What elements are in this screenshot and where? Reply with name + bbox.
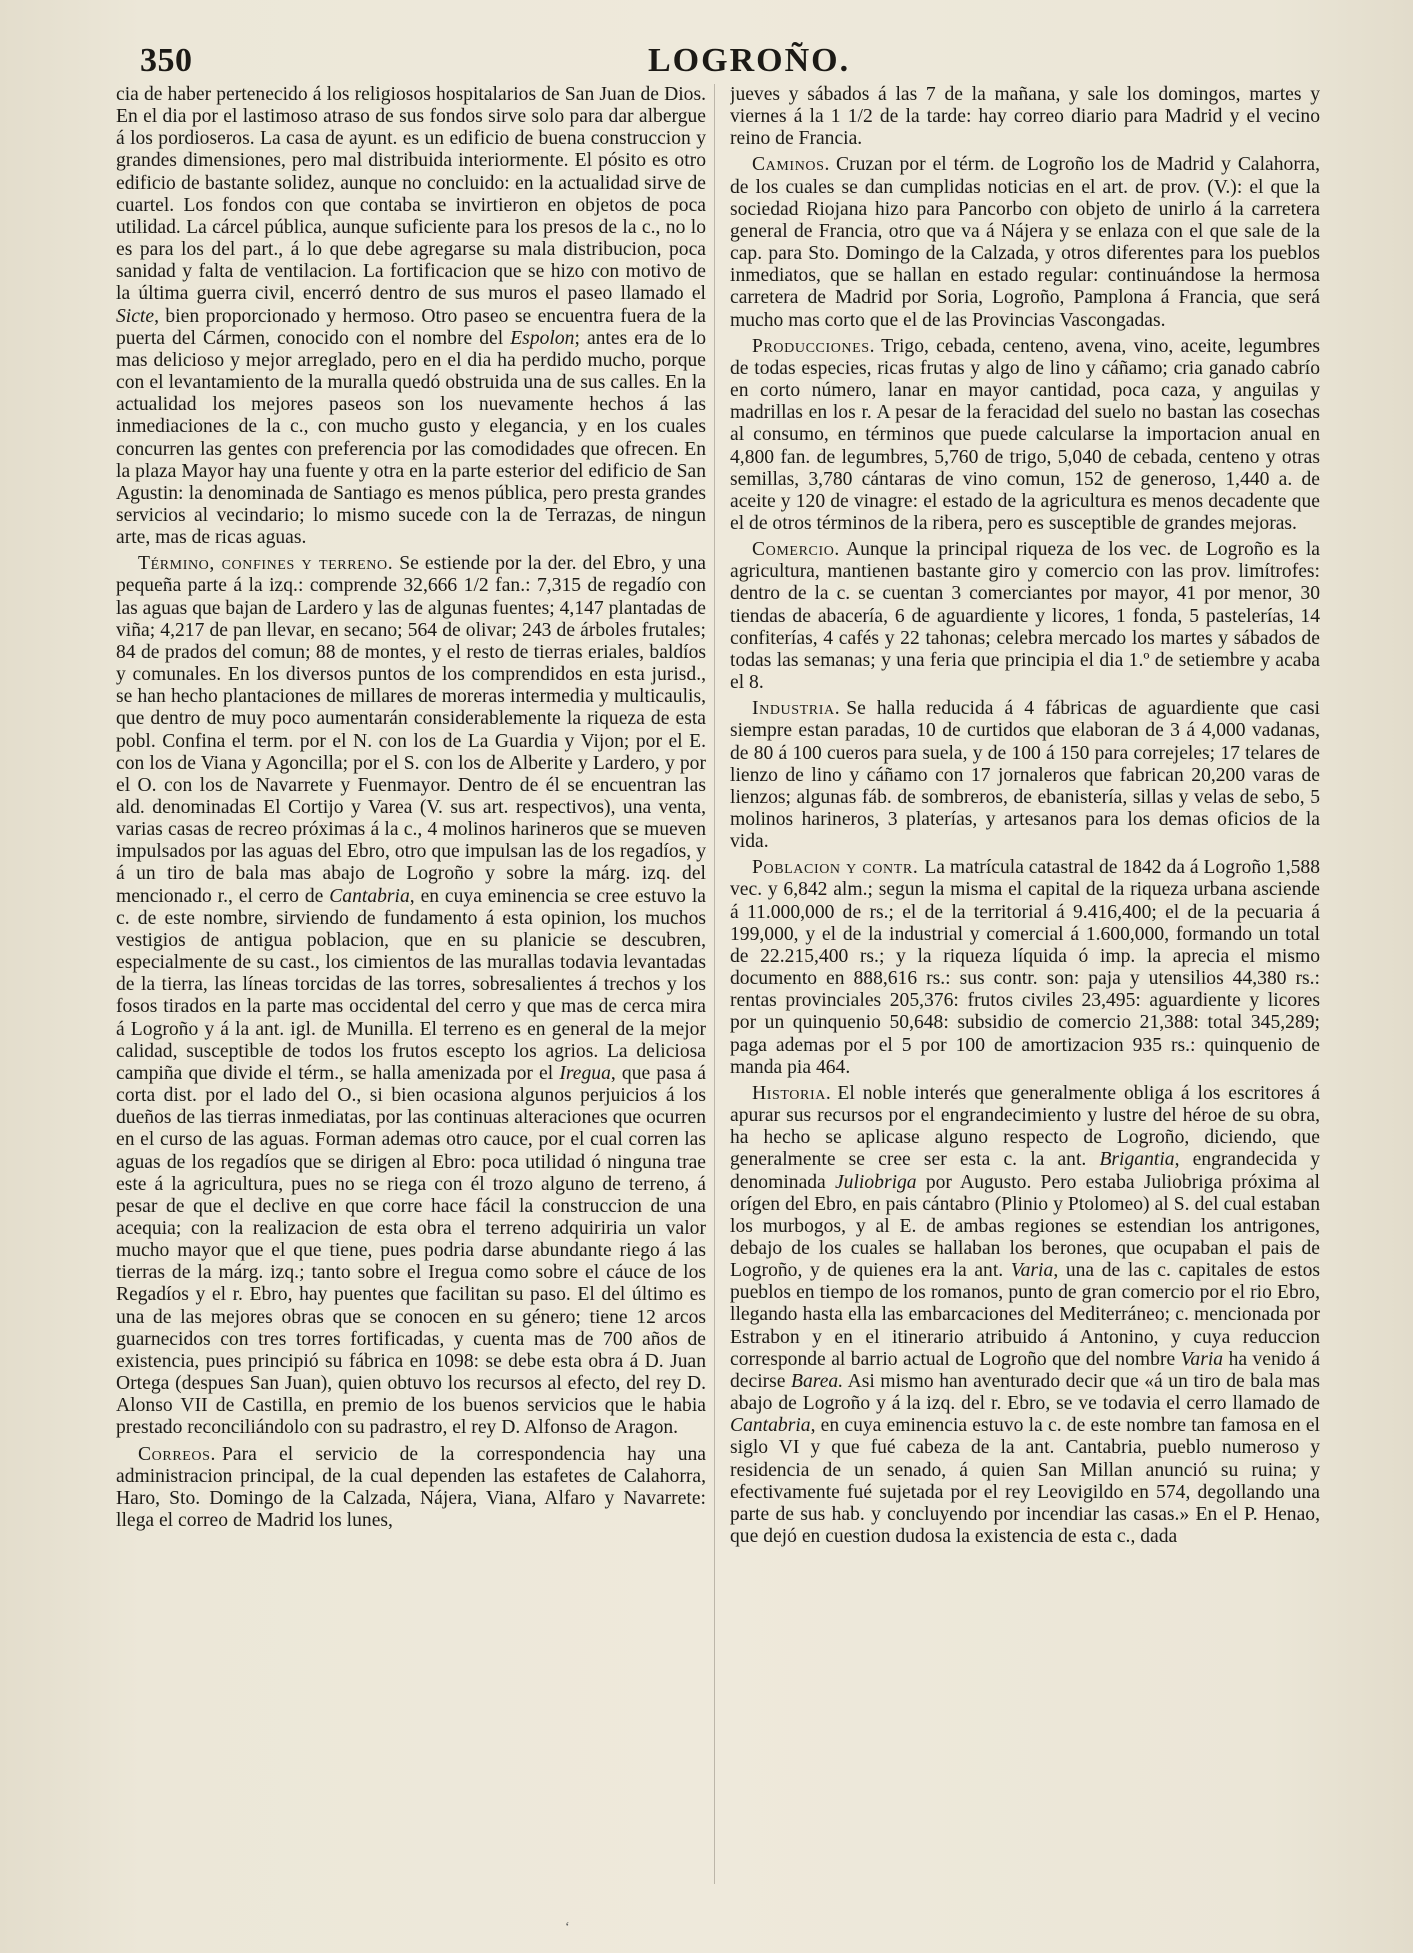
section-heading-termino: Término, confines y terreno. (138, 553, 394, 575)
section-historia: Historia. El noble interés que generalmente obliga á los escritores á apurar sus recursos por el engrandecimiento y lustre del héroe de su obra, ha hecho se aplicase alguno respecto de Logroño, diciendo, que generalmente se cree ser esta c. la ant. Brigantia, engrandecida y denominada Juliobriga por Augusto. Pero estaba Juliobriga próxima al orígen del Ebro, en pais cántabro (Plinio y Ptolomeo) al S. del cual estaban los murbogos, y al E. de ambas regiones se estendian los antrigones, debajo de los cuales se hallaban los berones, que ocupaban el pais de Logroño, y de quienes era la ant. Varia, una de las c. capitales de estos pueblos en tiempo de los romanos, punto de gran comercio por el rio Ebro, llegando hasta ella las embarcaciones del Mediterráneo; c. mencionada por Estrabon y en el itinerario atribuido á Antonino, y cuya reduccion corresponde al barrio actual de Logroño que del nombre Varia ha venido á decirse Barea. Asi mismo han aventurado decir que «á un tiro de bala mas abajo de Logroño y á la izq. del r. Ebro, se ve todavia el cerro llamado de Cantabria, en cuya eminencia estuvo la c. de este nombre tan famosa en el siglo VI y que fué cabeza de la ant. Cantabria, pueblo numeroso y residencia de un senado, á quien San Millan anunció su ruina; y efectivamente fué sujetada por el rey Leovigildo en 574, degollando una parte de sus hab. y concluyendo por incendiar las casas.» En el P. Henao, que dejó en cuestion dudosa la existencia de esta c., dada (730, 1082, 1320, 1547)
section-heading-comercio: Comercio. (752, 539, 840, 561)
section-heading-correos: Correos. (138, 1443, 217, 1465)
section-caminos: Caminos. Cruzan por el térm. de Logroño los de Madrid y Calahorra, de los cuales se dan cumplidas noticias en el art. de prov. (V.): el que la sociedad Riojana hizo para Pancorbo con objeto de unirlo á la carretera general de Francia, otro que va á Nájera y se enlaza con el que sale de la cap. para Sto. Domingo de la Calzada, y otros diferentes para los pueblos inmediatos, que se hallan en estado regular: continuándose la hermosa carretera de Madrid por Soria, Logroño, Pamplona á Francia, que será mucho mas corto que el de las Provincias Vascongadas. (730, 154, 1320, 331)
section-heading-caminos: Caminos. (752, 154, 830, 176)
section-heading-producciones: Producciones. (752, 335, 876, 357)
section-industria: Industria. Se halla reducida á 4 fábricas de aguardiente que casi siempre estan paradas, 10 de curtidos que elaboran de 3 á 4,000 vadanas, de 80 á 100 cueros para suela, y de 100 á 150 para correjeles; 17 telares de lienzo de lino y cáñamo con 17 jornaleros que fabrican 20,200 varas de lienzos; algunas fáb. de sombreros, de ebanistería, sillas y velas de sebo, 5 molinos harineros, 3 platerías, y artesanos para los demas oficios de la vida. (730, 698, 1320, 853)
footer-mark: ‘ (565, 1920, 570, 1935)
section-heading-industria: Industria. (752, 698, 841, 720)
column-divider (714, 84, 715, 1884)
section-correos: Correos. Para el servicio de la correspondencia hay una administracion principal, de la cual dependen las estafetes de Calahorra, Haro, Sto. Domingo de la Calzada, Nájera, Viana, Alfaro y Navarrete: llega el correo de Madrid los lunes, (116, 1443, 706, 1531)
section-heading-historia: Historia. (752, 1082, 832, 1104)
running-title: LOGROÑO. (648, 42, 851, 79)
page-header (108, 38, 1328, 90)
left-column (116, 84, 706, 1914)
section-heading-poblacion: Poblacion y contr. (752, 857, 919, 879)
section-poblacion: Poblacion y contr. La matrícula catastral de 1842 da á Logroño 1,588 vec. y 6,842 alm.; segun la misma el capital de la riqueza urbana asciende á 11.000,000 de rs.; el de la territorial á 9.416,400; el de la pecuaria á 199,000, y el de la industrial y comercial á 1.600,000, formando un total de 22.215,400 rs.; y la riqueza líquida ó imp. la aprecia el mismo documento en 888,616 rs.: sus contr. son: paja y utensilios 44,380 rs.: rentas provinciales 205,376: frutos civiles 23,495: aguardiente y licores por un quinquenio 50,648: subsidio de comercio 21,388: total 345,289; paga ademas por el 5 por 100 de amortizacion 935 rs.: quinquenio de manda pia 464. (730, 857, 1320, 1078)
section-comercio: Comercio. Aunque la principal riqueza de los vec. de Logroño es la agricultura, mantienen bastante giro y comercio con las prov. limítrofes: dentro de la c. se cuentan 3 comerciantes por mayor, 41 por menor, 30 tiendas de abacería, 6 de aguardiente y licores, 1 fonda, 5 pastelerías, 14 confiterías, 4 cafés y 22 tahonas; celebra mercado los martes y sábados de todas las semanas; y una feria que principia el dia 1.º de setiembre y acaba el 8. (730, 539, 1320, 694)
section-termino: Término, confines y terreno. Se estiende por la der. del Ebro, y una pequeña parte á la izq.: comprende 32,666 1/2 fan.: 7,315 de regadío con las aguas que bajan de Lardero y las de algunas fuentes; 4,147 plantadas de viña; 4,217 de pan llevar, en secano; 564 de olivar; 243 de árboles frutales; 84 de prados del comun; 88 de montes, y el resto de tierras eriales, baldíos y comunales. En los diversos puntos de los comprendidos en esta jurisd., se han hecho plantaciones de millares de moreras intermedia y multicaulis, que dentro de muy poco aumentarán considerablemente la riqueza de esta pobl. Confina el term. por el N. con los de La Guardia y Vijon; por el E. con los de Viana y Agoncilla; por el S. con los de Alberite y Lardero, y por el O. con los de Navarrete y Fuenmayor. Dentro de él se encuentran las ald. denominadas El Cortijo y Varea (V. sus art. respectivos), una venta, varias casas de recreo próximas á la c., 4 molinos harineros que se mueven impulsados por las aguas del Ebro, otro que impulsan las de los regadíos, y á un tiro de bala mas abajo de Logroño y sobre la márg. izq. del mencionado r., el cerro de Cantabria, en cuya eminencia se cree estuvo la c. de este nombre, sirviendo de fundamento á esta opinion, los muchos vestigios de antigua poblacion, que en su planicie se descubren, especialmente de su cast., los cimientos de las murallas todavia levantadas de la tierra, las líneas torcidas de las torres, sobresalientes á trechos y los fosos tirados en la parte mas occidental del cerro y que mas de cerca mira á Logroño y á la ant. igl. de Munilla. El terreno es en general de la mejor calidad, susceptible de todos los frutos escepto los agrios. La deliciosa campiña que divide el térm., se halla amenizada por el Iregua, que pasa á corta dist. por el lado del O., si bien ocasiona algunos perjuicios á los dueños de las tierras inmediatas, por las continuas alteraciones que ocurren en el curso de las aguas. Forman ademas otro cauce, por el cual corren las aguas de los regadíos que se dirigen al Ebro: poca utilidad ó ninguna trae este á la agricultura, pues no se riega con él trozo alguno de terreno, á pesar de que el declive en que corre hace fácil la construccion de una acequia; con la realizacion de esta obra el terreno adquiriria un valor mucho mayor que el que tiene, pues podria darse abundante riego á las tierras de la márg. izq.; tanto sobre el Iregua como sobre el cáuce de los Regadíos y el r. Ebro, hay puentes que facilitan su paso. El del último es una de las mejores obras que se conocen en su género; tiene 12 arcos guarnecidos con tres torres fortificadas, y cuenta mas de 700 años de existencia, pues principió su fábrica en 1098: se debe esta obra á D. Juan Ortega (despues San Juan), quien obtuvo los recursos al efecto, del rey D. Alonso VII de Castilla, en premio de los buenos servicios que le habia prestado reconciliándolo con su padrastro, el rey D. Alfonso de Aragon. (116, 553, 706, 1439)
section-producciones: Producciones. Trigo, cebada, centeno, avena, vino, aceite, legumbres de todas especies, ricas frutas y algo de lino y cáñamo; cria ganado cabrío en corto número, lanar en mayor cantidad, poca caza, y anguilas y madrillas en los r. A pesar de la feracidad del suelo no bastan las cosechas al consumo, en términos que puede calcularse la importacion anual en 4,800 fan. de legumbres, 5,760 de trigo, 5,040 de cebada, centeno y otras semillas, 3,780 cántaras de vino comun, 152 de generoso, 1,440 a. de aceite y 120 de vinagre: el estado de la agricultura es menos decadente que el de otros términos de la ribera, pero es susceptible de grandes mejoras. (730, 335, 1320, 534)
paragraph-correos-continued: jueves y sábados á las 7 de la mañana, y sale los domingos, martes y viernes á la 1 1/2 de la tarde: hay correo diario para Madrid y el vecino reino de Francia. (730, 84, 1320, 150)
page-number: 350 (140, 42, 193, 79)
right-column (730, 84, 1320, 1914)
paragraph-casa-ayuntamiento: cia de haber pertenecido á los religiosos hospitalarios de San Juan de Dios. En el dia por el lastimoso atraso de sus fondos sirve solo para dar albergue á los pordioseros. La casa de ayunt. es un edificio de buena construccion y grandes dimensiones, pero mal distribuida interiormente. El pósito es otro edificio de bastante solidez, aunque no concluido: en la actualidad sirve de cuartel. Los fondos con que contaba se invirtieron en objetos de poca utilidad. La cárcel pública, aunque suficiente para los presos de la c., no lo es para los del part., á lo que debe agregarse su mala distribucion, poca sanidad y falta de ventilacion. La fortificacion que se hizo con motivo de la última guerra civil, encerró dentro de sus muros el paseo llamado el Sicte, bien proporcionado y hermoso. Otro paseo se encuentra fuera de la puerta del Cármen, conocido con el nombre del Espolon; antes era de lo mas delicioso y mejor arreglado, pero en el dia ha perdido mucho, porque con el levantamiento de la muralla quedó obstruida una de sus calles. En la actualidad los mejores paseos son los nuevamente hechos á las inmediaciones de la c., con mucho gusto y elegancia, y en los cuales concurren las gentes con preferencia por las comodidades que ofrecen. En la plaza Mayor hay una fuente y otra en la parte esterior del edificio de San Agustin: la denominada de Santiago es menos pública, pero presta grandes servicios al vecindario; lo mismo sucede con la de Terrazas, de ningun arte, mas de ricas aguas. (116, 84, 706, 549)
